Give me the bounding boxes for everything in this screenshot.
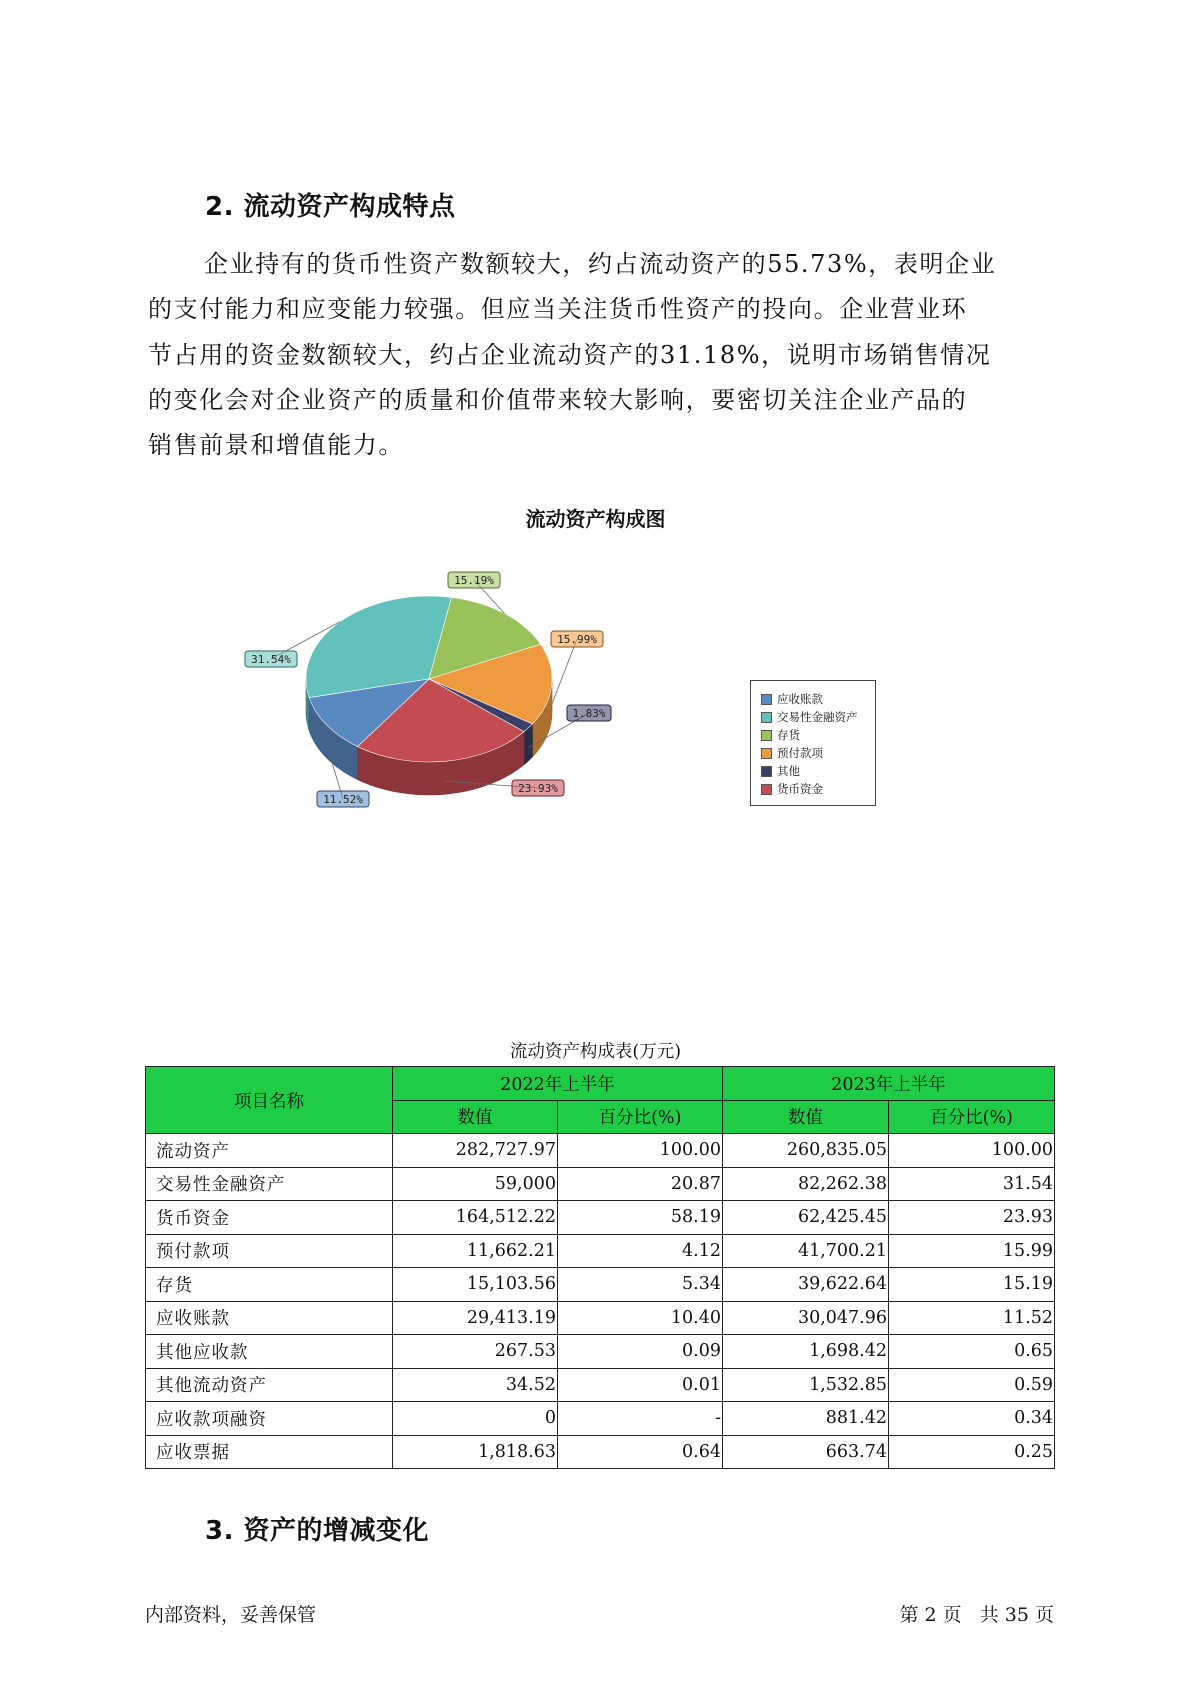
percent-cell: 23.93 xyxy=(889,1201,1055,1235)
table-row xyxy=(146,1435,1055,1469)
legend-swatch xyxy=(761,766,772,777)
paragraph-line: 节占用的资金数额较大，约占企业流动资产的31.18%，说明市场销售情况 xyxy=(148,340,992,369)
legend-item xyxy=(761,744,875,762)
table-row xyxy=(146,1234,1055,1268)
legend-item xyxy=(761,762,875,780)
legend-label: 应收账款 xyxy=(777,692,823,706)
value-cell: 164,512.22 xyxy=(393,1201,558,1235)
legend-label: 存货 xyxy=(777,728,800,742)
data-label: 15.99% xyxy=(557,633,597,646)
data-label: 1.83% xyxy=(572,707,606,720)
legend-item xyxy=(761,780,875,798)
section-3-heading: 3. 资产的增减变化 xyxy=(205,1516,430,1546)
current-assets-table xyxy=(145,1066,1055,1469)
table-row xyxy=(146,1301,1055,1335)
value-cell: 11,662.21 xyxy=(393,1234,558,1268)
value-cell: 39,622.64 xyxy=(723,1268,889,1302)
percent-cell: 20.87 xyxy=(558,1167,723,1201)
row-label: 应收账款 xyxy=(146,1301,393,1335)
paragraph-line: 企业持有的货币性资产数额较大，约占流动资产的55.73%，表明企业 xyxy=(204,250,997,278)
legend-item xyxy=(761,726,875,744)
percent-cell: 100.00 xyxy=(889,1134,1055,1168)
value-cell: 282,727.97 xyxy=(393,1134,558,1168)
value-cell: 59,000 xyxy=(393,1167,558,1201)
data-label: 15.19% xyxy=(454,574,494,587)
percent-cell: 15.19 xyxy=(889,1268,1055,1302)
footer-left: 内部资料，妥善保管 xyxy=(145,1604,317,1626)
legend-label: 其他 xyxy=(777,764,800,778)
percent-cell: 100.00 xyxy=(558,1134,723,1168)
period-header-2023: 2023年上半年 xyxy=(723,1067,1055,1101)
percent-cell: 4.12 xyxy=(558,1234,723,1268)
value-cell: 15,103.56 xyxy=(393,1268,558,1302)
percent-cell: 0.59 xyxy=(889,1368,1055,1402)
table-row xyxy=(146,1134,1055,1168)
pie-slices xyxy=(306,596,552,762)
item-name-header: 项目名称 xyxy=(146,1067,393,1134)
footer-page-number: 第 2 页 共 35 页 xyxy=(899,1604,1054,1626)
legend-swatch xyxy=(761,730,772,741)
value-cell: 0 xyxy=(393,1402,558,1436)
table-row xyxy=(146,1268,1055,1302)
percent-cell: 5.34 xyxy=(558,1268,723,1302)
value-cell: 29,413.19 xyxy=(393,1301,558,1335)
paragraph-line: 的变化会对企业资产的质量和价值带来较大影响，要密切关注企业产品的 xyxy=(148,385,968,414)
section-2-heading: 2. 流动资产构成特点 xyxy=(205,192,456,222)
table-row xyxy=(146,1368,1055,1402)
row-label: 货币资金 xyxy=(146,1201,393,1235)
value-cell: 881.42 xyxy=(723,1402,889,1436)
value-cell: 663.74 xyxy=(723,1435,889,1469)
data-label: 11.52% xyxy=(323,793,363,806)
percent-cell: 0.25 xyxy=(889,1435,1055,1469)
percent-cell: 11.52 xyxy=(889,1301,1055,1335)
paragraph-line: 的支付能力和应变能力较强。但应当关注货币性资产的投向。企业营业环 xyxy=(148,295,968,324)
percent-cell: 10.40 xyxy=(558,1301,723,1335)
value-cell: 260,835.05 xyxy=(723,1134,889,1168)
legend-swatch xyxy=(761,712,772,723)
value-header: 数值 xyxy=(723,1100,889,1134)
row-label: 其他应收款 xyxy=(146,1335,393,1369)
row-label: 应收款项融资 xyxy=(146,1402,393,1436)
row-label: 其他流动资产 xyxy=(146,1368,393,1402)
percent-cell: 0.01 xyxy=(558,1368,723,1402)
legend-swatch xyxy=(761,748,772,759)
chart-title: 流动资产构成图 xyxy=(525,507,666,531)
legend-label: 预付款项 xyxy=(777,746,823,760)
value-cell: 267.53 xyxy=(393,1335,558,1369)
period-header-2022: 2022年上半年 xyxy=(393,1067,723,1101)
percent-cell: 58.19 xyxy=(558,1201,723,1235)
table-row xyxy=(146,1167,1055,1201)
data-label: 23.93% xyxy=(518,782,558,795)
value-cell: 30,047.96 xyxy=(723,1301,889,1335)
value-cell: 1,698.42 xyxy=(723,1335,889,1369)
value-cell: 1,818.63 xyxy=(393,1435,558,1469)
legend-label: 货币资金 xyxy=(777,782,823,796)
legend-label: 交易性金融资产 xyxy=(777,710,858,724)
percent-cell: 0.09 xyxy=(558,1335,723,1369)
row-label: 存货 xyxy=(146,1268,393,1302)
row-label: 流动资产 xyxy=(146,1134,393,1168)
value-cell: 41,700.21 xyxy=(723,1234,889,1268)
legend-swatch xyxy=(761,784,772,795)
table-row xyxy=(146,1402,1055,1436)
table-row xyxy=(146,1201,1055,1235)
legend-item xyxy=(761,690,875,708)
value-header: 数值 xyxy=(393,1100,558,1134)
percent-cell: 15.99 xyxy=(889,1234,1055,1268)
percent-cell: 0.64 xyxy=(558,1435,723,1469)
value-cell: 34.52 xyxy=(393,1368,558,1402)
row-label: 应收票据 xyxy=(146,1435,393,1469)
legend-item xyxy=(761,708,875,726)
row-label: 预付款项 xyxy=(146,1234,393,1268)
table-row xyxy=(146,1335,1055,1369)
legend-swatch xyxy=(761,694,772,705)
percent-cell: - xyxy=(558,1402,723,1436)
percent-cell: 0.65 xyxy=(889,1335,1055,1369)
chart-legend xyxy=(750,680,876,806)
value-cell: 1,532.85 xyxy=(723,1368,889,1402)
paragraph-line: 销售前景和增值能力。 xyxy=(148,431,404,460)
percent-header: 百分比(%) xyxy=(889,1100,1055,1134)
row-label: 交易性金融资产 xyxy=(146,1167,393,1201)
percent-header: 百分比(%) xyxy=(558,1100,723,1134)
value-cell: 62,425.45 xyxy=(723,1201,889,1235)
percent-cell: 0.34 xyxy=(889,1402,1055,1436)
table-caption: 流动资产构成表(万元) xyxy=(509,1042,682,1062)
percent-cell: 31.54 xyxy=(889,1167,1055,1201)
value-cell: 82,262.38 xyxy=(723,1167,889,1201)
leader-line xyxy=(552,639,577,705)
data-label: 31.54% xyxy=(251,653,291,666)
